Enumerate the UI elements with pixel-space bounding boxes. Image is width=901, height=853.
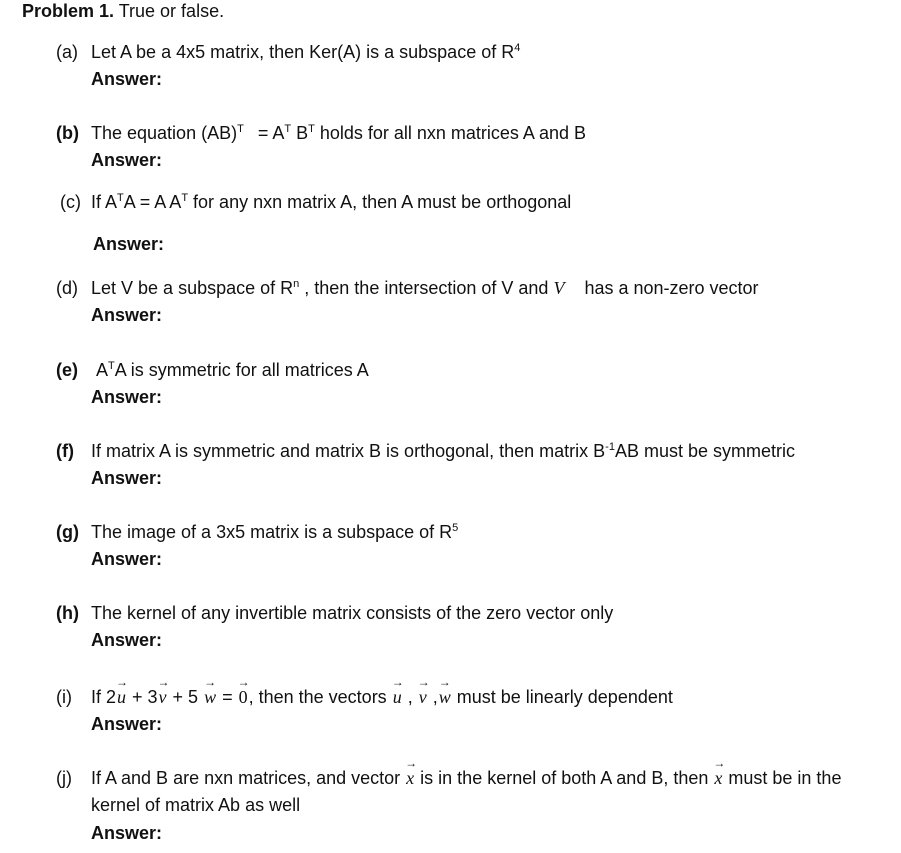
problem-instructions: True or false. bbox=[114, 1, 225, 21]
item-label: (b) bbox=[56, 123, 79, 143]
item-label: (a) bbox=[56, 42, 78, 62]
problem-item-i bbox=[0, 686, 901, 742]
problem-item-g bbox=[0, 521, 901, 577]
vector-u: u → bbox=[116, 686, 127, 708]
vector-zero: 0 → bbox=[238, 686, 249, 708]
problem-item-e bbox=[0, 359, 901, 415]
item-statement: Let V be a subspace of $R^n$ , then the intersection of V and V has a non-zero vector bbox=[91, 278, 759, 298]
vector-v: v → bbox=[158, 686, 168, 708]
item-label: (d) bbox=[56, 278, 78, 298]
answer-label: Answer: bbox=[91, 69, 163, 89]
item-statement-continued: kernel of matrix Ab as well bbox=[91, 795, 301, 815]
item-label: (g) bbox=[56, 522, 79, 542]
answer-label: Answer: bbox=[91, 468, 163, 488]
item-statement: $A^TA$ is symmetric for all matrices A bbox=[96, 360, 369, 380]
item-statement: If $A^TA = A$ $A^T$ for any nxn matrix A, then A must be orthogonal bbox=[91, 192, 572, 212]
item-statement: If 2u → + 3v → + 5 w → = 0 →, then the vectors u → , v → ,w → must be linearly dependent bbox=[91, 686, 673, 708]
problem-number: Problem 1. bbox=[22, 1, 115, 21]
vector-x: x → bbox=[405, 767, 415, 789]
subspace-symbol: V bbox=[553, 278, 565, 298]
problem-title bbox=[22, 0, 224, 22]
item-statement: The equation $(AB)^T = A^T$ $B^T$ holds for all nxn matrices A and B bbox=[91, 123, 586, 143]
answer-label: Answer: bbox=[91, 714, 163, 734]
item-statement: The image of a 3x5 matrix is a subspace of $R^5$ bbox=[91, 522, 459, 542]
problem-item-j bbox=[0, 767, 901, 847]
vector-x: x → bbox=[713, 767, 723, 789]
problem-item-f bbox=[0, 440, 901, 496]
item-label: (c) bbox=[60, 192, 81, 212]
problem-item-c bbox=[0, 191, 901, 254]
item-label: (e) bbox=[56, 360, 78, 380]
item-label: (i) bbox=[56, 687, 72, 707]
vector-w: w → bbox=[203, 686, 217, 708]
item-label: (j) bbox=[56, 768, 72, 788]
item-statement: If A and B are nxn matrices, and vector x → is in the kernel of both A and B, then x → must be in the bbox=[91, 767, 841, 789]
vector-v: v → bbox=[418, 686, 428, 708]
item-label: (f) bbox=[56, 441, 74, 461]
problem-item-h bbox=[0, 602, 901, 658]
answer-label: Answer: bbox=[91, 630, 163, 650]
answer-label: Answer: bbox=[91, 823, 163, 843]
problem-item-b bbox=[0, 122, 901, 178]
item-statement: The kernel of any invertible matrix consists of the zero vector only bbox=[91, 603, 614, 623]
problem-item-d bbox=[0, 277, 901, 333]
problem-item-a bbox=[0, 41, 901, 97]
answer-label: Answer: bbox=[93, 234, 165, 254]
answer-label: Answer: bbox=[91, 549, 163, 569]
answer-label: Answer: bbox=[91, 305, 163, 325]
vector-w: w → bbox=[438, 686, 452, 708]
item-label: (h) bbox=[56, 603, 79, 623]
answer-label: Answer: bbox=[91, 387, 163, 407]
vector-u: u → bbox=[392, 686, 403, 708]
item-statement: If matrix A is symmetric and matrix B is orthogonal, then matrix $B^{-1}AB$ must be symmetric bbox=[91, 441, 795, 461]
item-statement: Let A be a 4x5 matrix, then Ker(A) is a subspace of $R^4$ bbox=[91, 42, 521, 62]
answer-label: Answer: bbox=[91, 150, 163, 170]
